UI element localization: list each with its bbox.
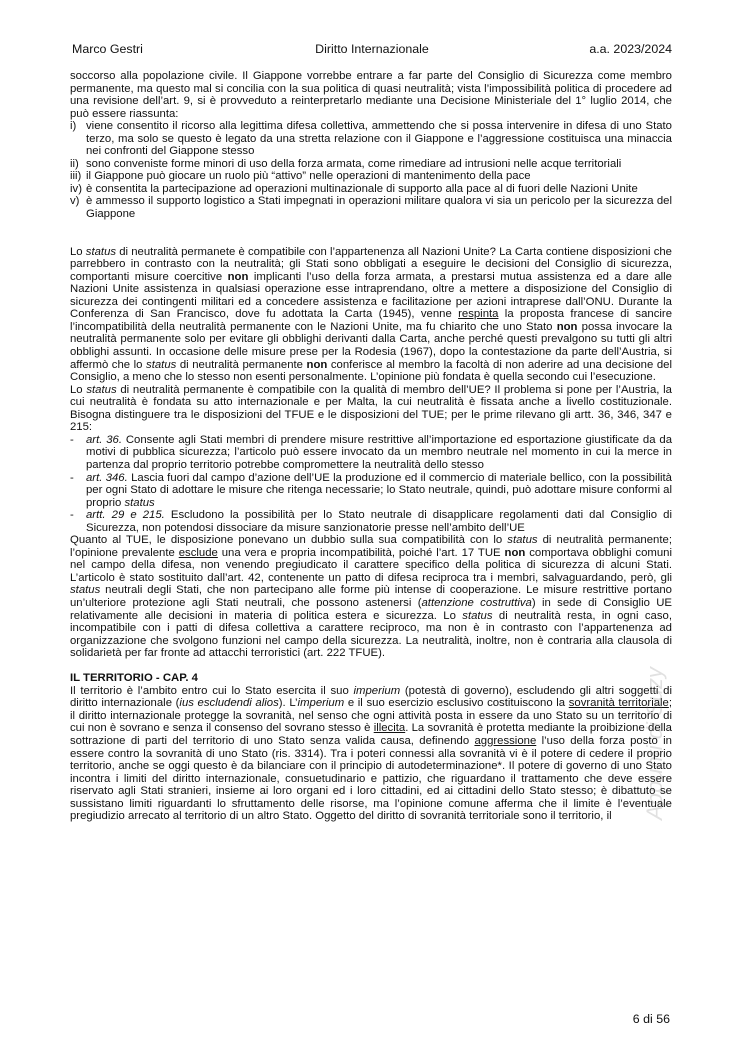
list-text: sono conveniste forme minori di uso della forza armata, come rimediare ad intrusioni nelle acque territoriali — [86, 157, 622, 170]
list-item: - art. 36. Consente agli Stati membri di prendere misure restrittive all’importazione ed esportazione giustificate da da motivi di pubblica sicurezza; l’articolo può essere invocato da un membro neutrale nel momento in cui la merce in partenza dal proprio territorio potrebbe compromettere la neutralità dello stesso — [70, 433, 672, 471]
list-marker: - — [70, 433, 74, 446]
header-year: a.a. 2023/2024 — [589, 42, 672, 56]
watermark: Appunti di Suzy — [642, 667, 667, 820]
list-text: è ammesso il supporto logistico a Stati impegnati in operazioni militare qualora vi sia un pericolo per la sicurezza del Giappone — [86, 195, 672, 221]
list-text: il Giappone può giocare un ruolo più “attivo” nelle operazioni di mantenimento della pace — [86, 170, 531, 183]
list-item — [70, 170, 672, 183]
paragraph-territory: Il territorio è l’ambito entro cui lo Stato esercita il suo imperium (potestà di governo), escludendo gli altri soggetti di diritto internazionale (ius escludendi alios). L’imperium e il suo esercizio esclusivo costituiscono la sovranità territoriale; il diritto internazionale protegge la sovranità, nel senso che ogni attività posta in essere da uno Stato su un territorio di cui non è sovrano e senza il consenso del sovrano stesso è illecita. La sovranità è protetta mediante la proibizione della sottrazione di parti del territorio di uno Stato senza valida causa, definendo aggressione l’uso della forza posto in essere contro la sovranità di uno Stato (ris. 3314). Tra i poteri connessi alla sovranità vi è il potere di cedere il proprio territorio, anche se oggi questo è da bilanciare con il principio di autodeterminazione*. Il potere di governo di uno Stato incontra i limiti del diritto internazionale, consuetudinario e pattizio, che riguardano il trattamento che deve essere riservato agli Stati stranieri, insieme ai loro organi ed i loro cittadini, ed ai cittadini dello Stato stesso; è dibattuto se sussistano limiti riguardanti lo sfruttamento delle risorse, ma l’opinione comune afferma che il limite è l’eventuale pregiudizio arrecato al territorio di un altro Stato. Oggetto del diritto di sovranità territoriale sono il territorio, il — [70, 684, 673, 823]
list-marker: - — [70, 471, 74, 484]
list-item — [70, 195, 672, 220]
list-marker: i) — [70, 120, 77, 133]
roman-list — [70, 120, 672, 220]
list-item — [70, 183, 672, 196]
list-item: - artt. 29 e 215. Escludono la possibilità per lo Stato neutrale di disapplicare regolamenti dati dal Consiglio di Sicurezza, non potendosi dissociare da misure sanzionatorie presse nell’ambito dell’UE — [70, 509, 672, 534]
paragraph-un-neutrality: Lo status di neutralità permanete è compatibile con l’appartenenza all Nazioni Unite? La Carta contiene disposizioni che parrebbero in contrasto con la neutralità; gli Stati sono obbligati a eseguire le decisioni del Consiglio di sicurezza, comportanti misure coercitive non implicanti l’uso della forza armata, a prestarsi mutua assistenza ed a dare alle Nazioni Unite assistenza in qualsiasi operazione esse intraprendano, oltre a mettere a disposizione del Consiglio di sicurezza dei contingenti militari ed a concedere assistenza e facilitazione per azioni intraprese dall’ONU. Durante la Conferenza di San Francisco, dove fu adottata la Carta (1945), venne respinta la proposta francese di sancire l’incompatibilità della neutralità permanente con le Nazioni Unite, ma fu chiarito che uno Stato non possa invocare la neutralità permanente solo per evitare gli obblighi derivanti dalla Carta, anche perché questi prevalgono su tutti gli altri obblighi assunti. In occasione delle misure prese per la Rodesia (1967), dopo la contestazione da parte dell’Austria, si affermò che lo status di neutralità permanente non conferisce al membro la facoltà di non aderire ad una decisione del Consiglio, a meno che lo stesso non esenti personalmente. L’opinione più fondata è quella secondo cui l’esecuzione. — [70, 245, 673, 384]
list-marker: - — [70, 509, 74, 522]
list-item — [70, 120, 672, 158]
list-marker: v) — [70, 195, 80, 208]
paragraph-japan: soccorso alla popolazione civile. Il Giappone vorrebbe entrare a far parte del Consiglio di Sicurezza come membro permanente, ma questo mal si concilia con la sua politica di quasi neutralità; vista l’impossibilità politica di procedere ad una revisione dell’art. 9, si è provveduto a reinterpretarlo mediante una Decisione Ministeriale del 1° luglio 2014, che può essere riassunta: — [70, 70, 672, 120]
list-marker: ii) — [70, 157, 79, 170]
header-author: Marco Gestri — [72, 42, 143, 56]
section-title: IL TERRITORIO - CAP. 4 — [70, 672, 198, 685]
page-header — [72, 42, 672, 58]
dash-list — [70, 434, 672, 534]
list-item: - art. 346. Lascia fuori dal campo d’azione dell’UE la produzione ed il commercio di materiale bellico, con la possibilità per ogni Stato di adottare le misure che ritenga necessarie; lo Stato neutrale, quindi, può adottare misure conformi al proprio status — [70, 471, 672, 509]
paragraph-eu-neutrality: Lo status di neutralità permanente è compatibile con la qualità di membro dell’UE? Il problema si pone per l’Austria, la cui neutralità è fondata su atto internazionale e per Malta, la cui neutralità è fissata anche a livello costituzionale. Bisogna distinguere tra le disposizioni del TFUE e le disposizioni del TUE; per le prime rilevano gli artt. 36, 346, 347 e 215: — [70, 383, 672, 434]
list-marker: iv) — [70, 182, 82, 195]
page-body — [70, 70, 672, 823]
list-text: è consentita la partecipazione ad operazioni multinazionale di supporto alla pace al di fuori delle Nazioni Unite — [86, 182, 638, 195]
paragraph-tue: Quanto al TUE, le disposizione ponevano un dubbio sulla sua compatibilità con lo status di neutralità permanente; l’opinione prevalente esclude una vera e propria incompatibilità, poiché l’art. 17 TUE non comportava obblighi comuni nel campo della difesa, non venendo pregiudicato il carattere specifico della politica di sicurezza di alcuni Stati. L’articolo è stato sostituito dall’art. 42, contenente un patto di difesa reciproca tra i membri, salvaguardando, però, gli status neutrali degli Stati, che non partecipano alle forme più intense di cooperazione. Le misure restrittive portano un’ulteriore protezione agli Stati neutrali, che possono astenersi (attenzione costruttiva) in sede di Consiglio UE relativamente alle decisioni in materia di politica estera e sicurezza. Lo status di neutralità resta, in ogni caso, incompatibile con i patti di difesa collettiva a carattere reciproco, ma non è in contrasto con l’appartenenza ad organizzazione che svolgono funzioni nel campo della sicurezza. La neutralità, inoltre, non è contraria alla clausola di solidarietà per far fronte ad attacchi terroristici (art. 222 TFUE). — [70, 534, 673, 660]
page-number: 6 di 56 — [632, 1012, 670, 1026]
list-item — [70, 158, 672, 171]
header-course: Diritto Internazionale — [315, 42, 429, 56]
list-marker: iii) — [70, 170, 82, 183]
list-text: viene consentito il ricorso alla legittima difesa collettiva, ammettendo che si possa intervenire in difesa di uno Stato terzo, ma solo se questo è legato da una stretta relazione con il Giappone e l’aggressione costituisca una minaccia nei confronti del Giappone stesso — [86, 120, 672, 158]
